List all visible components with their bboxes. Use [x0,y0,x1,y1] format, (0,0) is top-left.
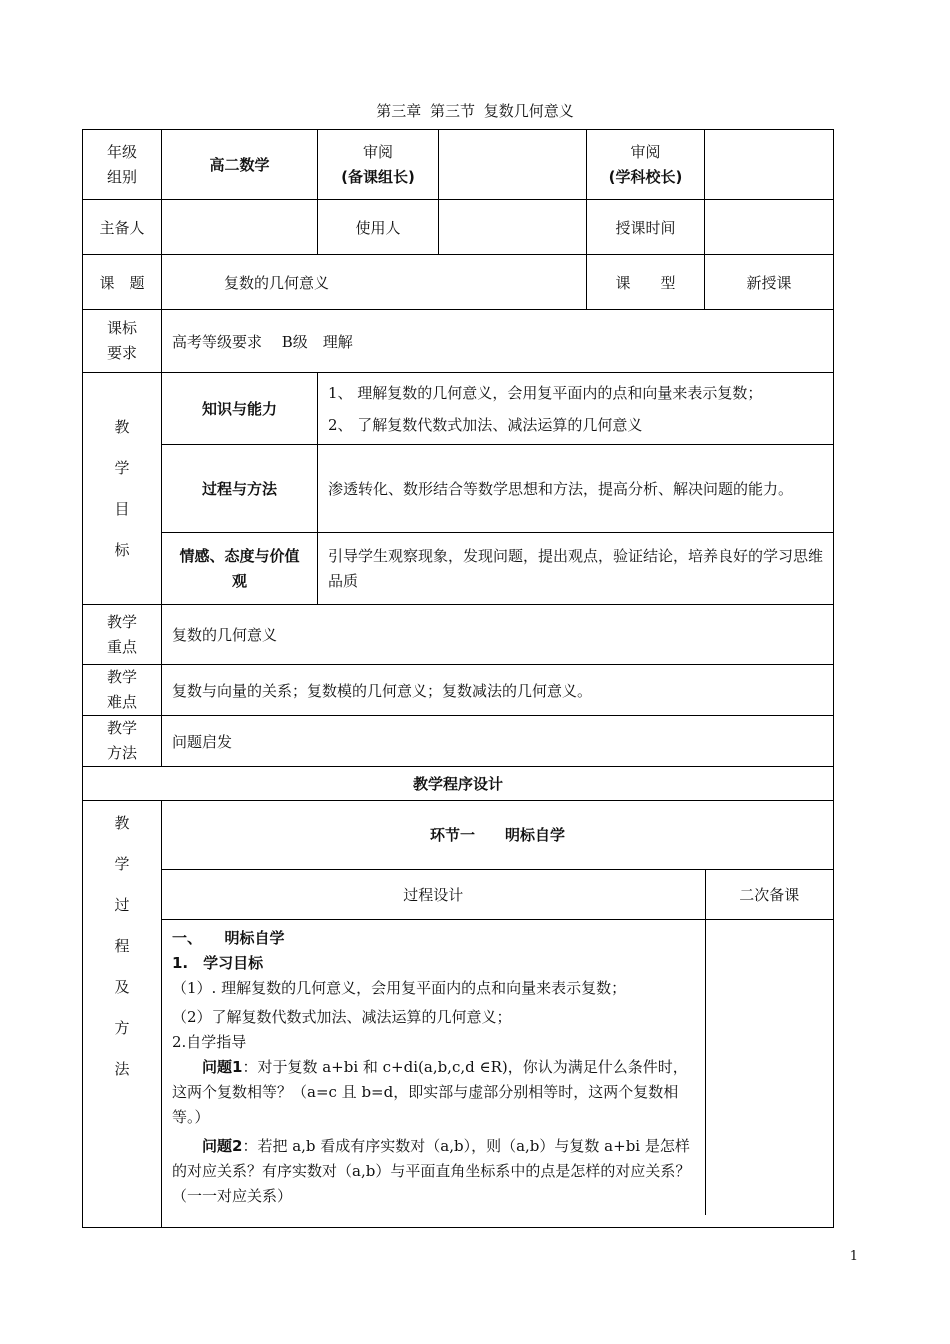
review2-label: 审阅 [630,142,661,161]
topic-row [83,255,834,310]
goal-item: （2）了解复数代数式加法、减法运算的几何意义； [172,1007,512,1026]
process-label-char: 方 [114,1019,130,1037]
process-label-char: 法 [114,1060,130,1078]
col-second-header: 二次备课 [705,869,833,919]
lesson-plan-table [82,129,834,1228]
review1-role: (备课组长) [341,167,415,186]
objective-line: 引导学生观察现象，发现问题，提出观点，验证结论，培养良好的学习思维品质 [328,546,824,590]
objective-text-knowledge [318,373,834,445]
review1-label: 审阅 [362,142,393,161]
standard-row [83,310,834,373]
review1-value [439,130,587,200]
grade-label-2: 组别 [106,167,137,186]
objective-text-emotion [318,533,834,605]
question-1 [172,1055,697,1130]
review2-role: (学科校长) [608,167,683,186]
objective-line: 2、 了解复数代数式加法、减法运算的几何意义 [328,415,643,434]
process-label-char: 学 [114,855,130,873]
method-value: 问题启发 [162,716,834,767]
objective-row-process [83,445,834,533]
process-label-char: 教 [114,814,130,832]
question-2-text: ：若把 a,b 看成有序实数对（a,b），则（a,b）与复数 a+bi 是怎样的对应关系？有序实数对（a,b）与平面直角坐标系中的点是怎样的对应关系？（一一对应关系） [172,1136,691,1205]
objectives-label-char: 学 [114,458,130,477]
user-label: 使用人 [318,200,439,255]
objective-row-emotion [83,533,834,605]
method-row [83,716,834,767]
key-point-label [83,605,162,665]
review1-cell [318,130,439,200]
difficulty-label [83,665,162,716]
key-point-value: 复数的几何意义 [162,605,834,665]
user-value [439,200,587,255]
question-2 [172,1134,697,1209]
difficulty-label-1: 教学 [106,668,137,686]
grade-label-cell [83,130,162,200]
standard-label-2: 要求 [106,344,137,362]
grade-value: 高二数学 [162,130,318,200]
objective-name-emotion-2: 观 [231,571,247,590]
objective-name-emotion [162,533,318,605]
objective-row-knowledge [83,373,834,445]
procedure-title-row [83,767,834,801]
review2-cell [587,130,705,200]
topic-label: 课 题 [83,255,162,310]
time-label: 授课时间 [587,200,705,255]
grade-label-1: 年级 [106,142,137,161]
method-label [83,716,162,767]
second-prep-cell [705,919,833,1215]
objectives-label-char: 标 [114,540,130,559]
standard-label-1: 课标 [106,319,137,337]
process-label-char: 过 [114,896,130,914]
objective-line: 渗透转化、数形结合等数学思想和方法，提高分析、解决问题的能力。 [328,480,794,498]
header-row [83,130,834,200]
section-heading: 一、 明标自学 [172,928,285,947]
key-point-row [83,605,834,665]
time-value [705,200,834,255]
review2-value [705,130,834,200]
page-number: 1 [849,1249,858,1264]
document-title: 第三章 第三节 复数几何意义 [376,102,574,120]
sub-heading-guide: 2.自学指导 [172,1032,247,1051]
process-row [83,801,834,1228]
question-1-text: ：对于复数 a+bi 和 c+di(a,b,c,d ∈R)，你认为满足什么条件时，这两个复数相等？（a=c 且 b=d，即实部与虚部分别相等时，这两个复数相等。） [172,1057,688,1126]
col-design-header: 过程设计 [162,869,705,919]
question-2-label: 问题2 [202,1136,243,1155]
key-point-label-2: 重点 [106,637,137,656]
process-label [83,801,162,1228]
process-columns-row [162,869,833,919]
method-label-1: 教学 [106,719,137,737]
topic-value: 复数的几何意义 [162,255,587,310]
question-1-label: 问题1 [202,1057,243,1076]
process-inner-table [162,801,833,1215]
objective-name-emotion-1: 情感、态度与价值 [179,546,300,565]
objective-name-process: 过程与方法 [162,445,318,533]
standard-value: 高考等级要求 B级 理解 [162,310,834,373]
goal-item: （1）. 理解复数的几何意义，会用复平面内的点和向量来表示复数； [172,978,627,997]
type-value: 新授课 [705,255,834,310]
difficulty-row [83,665,834,716]
process-label-char: 程 [114,937,130,955]
process-body-row [162,919,833,1215]
method-label-2: 方法 [106,744,137,762]
objectives-label-char: 教 [114,417,130,436]
preparer-value [162,200,318,255]
process-design-cell [162,919,705,1215]
key-point-label-1: 教学 [106,612,137,631]
difficulty-label-2: 难点 [106,693,137,711]
objectives-label [83,373,162,605]
process-label-char: 及 [114,978,130,996]
preparer-label: 主备人 [83,200,162,255]
sub-heading-goals: 1. 学习目标 [172,953,264,972]
difficulty-value: 复数与向量的关系；复数模的几何意义；复数减法的几何意义。 [162,665,834,716]
type-label: 课 型 [587,255,705,310]
stage-title-row [162,801,833,869]
objective-text-process [318,445,834,533]
preparer-row [83,200,834,255]
objectives-label-char: 目 [114,499,130,518]
stage-title: 环节一 明标自学 [162,801,833,869]
process-content-cell [162,801,834,1228]
objective-line: 1、 理解复数的几何意义，会用复平面内的点和向量来表示复数； [328,383,763,402]
objective-name-knowledge: 知识与能力 [162,373,318,445]
procedure-title: 教学程序设计 [83,767,834,801]
standard-label-cell [83,310,162,373]
